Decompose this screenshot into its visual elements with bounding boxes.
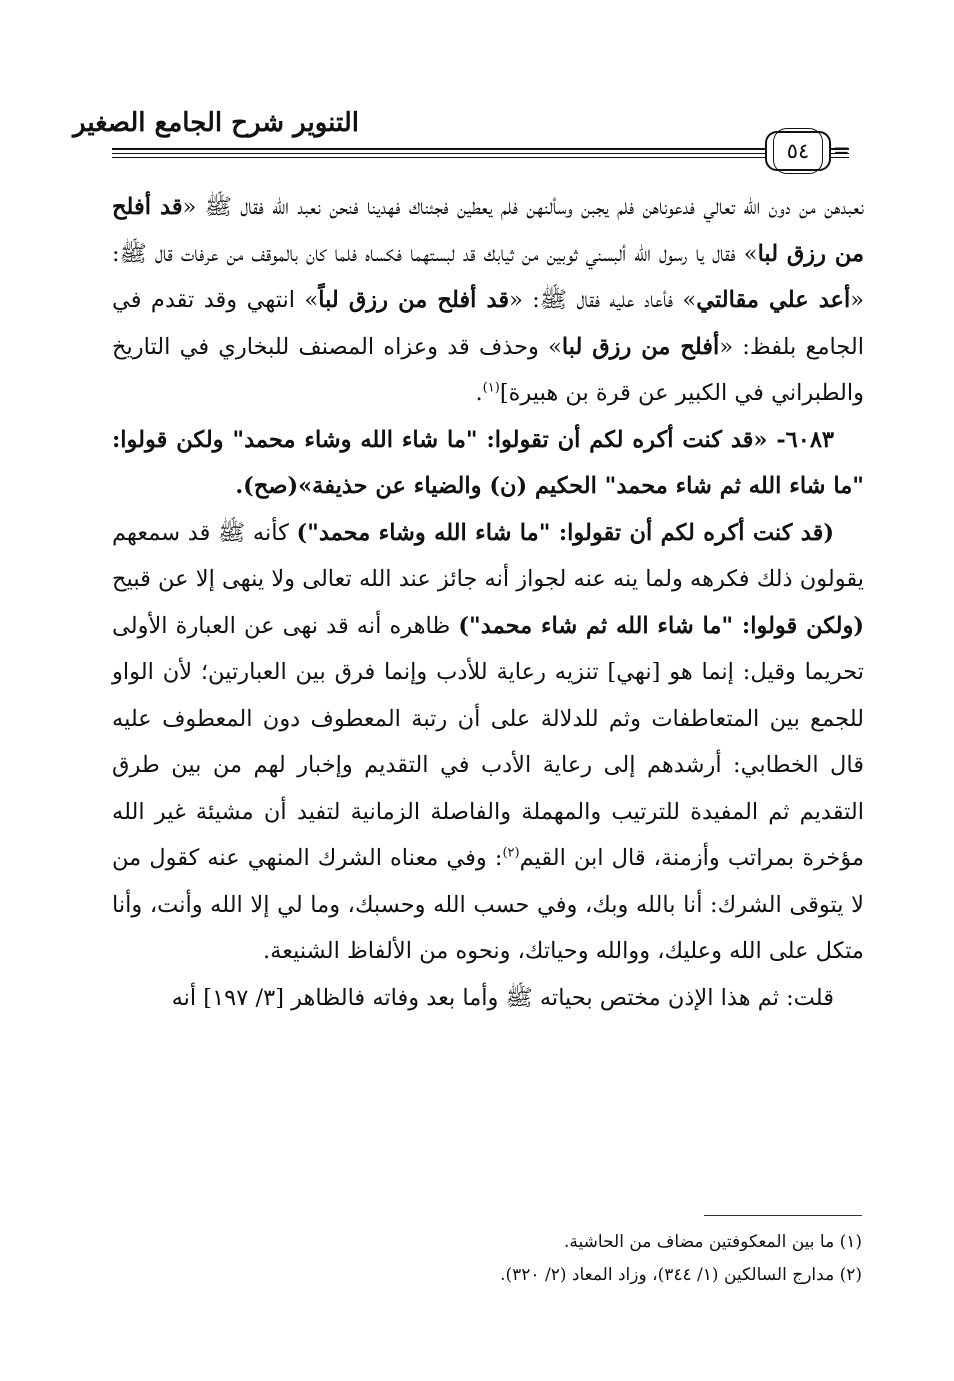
closing-paragraph: قلت: ثم هذا الإذن مختص بحياته ﷺ وأما بعد وفاته فالظاهر [٣/ ١٩٧] أنه	[171, 984, 834, 1011]
footnote-ref-1[interactable]: (١)	[482, 380, 500, 396]
paragraph-continuation: نعبدهن من دون الله تعالي فدعوناهن فلم يجبن وسألنهن فلم يعطين فجئناك فهدينا فنحن نعبد الله فقال ﷺ «قد أفلح من رزق لبا» فقال يا رسول الله ألبسني ثوبين من ثيابك قد لبستهما فكساه فلما كان بالموقف من عرفات قال ﷺ: «أعد علي مقالتي» فأعاد عليه فقال ﷺ: «قد أفلح من رزق لباً» انتهي وقد تقدم في الجامع بلفظ: «أفلح من رزق لبا» وحذف قد وعزاه المصنف للبخاري في التاريخ والطبراني في الكبير عن قرة بن هبيرة]$^{(١)}$.	[112, 194, 864, 406]
header-rule	[112, 148, 849, 162]
footnotes	[110, 1226, 862, 1292]
footnote-separator	[704, 1215, 862, 1216]
running-header-title: التنوير شرح الجامع الصغير	[73, 108, 359, 138]
commentary-paragraph: (قد كنت أكره لكم أن تقولوا: "ما شاء الله وشاء محمد") كأنه ﷺ قد سمعهم يقولون ذلك فكرهه ولما ينه عنه لجواز أنه جائز عند الله تعالى ولا ينهى إلا عن قبيح (ولكن قولوا: "ما شاء الله ثم شاء محمد") ظاهره أنه قد نهى عن العبارة الأولى تحريما وقيل: إنما هو [نهي] تنزيه رعاية للأدب وإنما فرق بين العبارتين؛ لأن الواو للجمع بين المتعاطفات وثم للدلالة على أن رتبة المعطوف دون المعطوف عليه قال الخطابي: أرشدهم إلى رعاية الأدب في التقديم وإخبار لهم من بين طرق التقديم ثم المفيدة للترتيب والمهملة والفاصلة الزمانية لتفيد أن مشيئة غير الله مؤخرة بمراتب وأزمنة، قال ابن القيم$^{(٢)}$: وفي معناه الشرك المنهي عنه كقول من لا يتوقى الشرك: أنا بالله وبك، وفي حسب الله وحسبك، وما لي إلا الله وأنت، وأنا متكل على الله وعليك، ووالله وحياتك، ونحوه من الألفاظ الشنيعة.	[112, 519, 864, 964]
footnote-1: (١) ما بين المعكوفتين مضاف من الحاشية.	[564, 1232, 862, 1252]
footnote-ref-2[interactable]: (٢)	[502, 845, 520, 861]
main-text	[112, 184, 864, 1021]
page-number: ٥٤	[765, 131, 831, 171]
page-number-ornament: =	[833, 138, 850, 162]
footnote-2: (٢) مدارج السالكين (١/ ٣٤٤)، وزاد المعاد (٢/ ٣٢٠).	[500, 1265, 862, 1285]
hadith-heading-6083: ٦٠٨٣- «قد كنت أكره لكم أن تقولوا: "ما شاء الله وشاء محمد" ولكن قولوا: "ما شاء الله ثم شاء محمد" الحكيم (ن) والضياء عن حذيفة»(صح).	[112, 426, 864, 499]
